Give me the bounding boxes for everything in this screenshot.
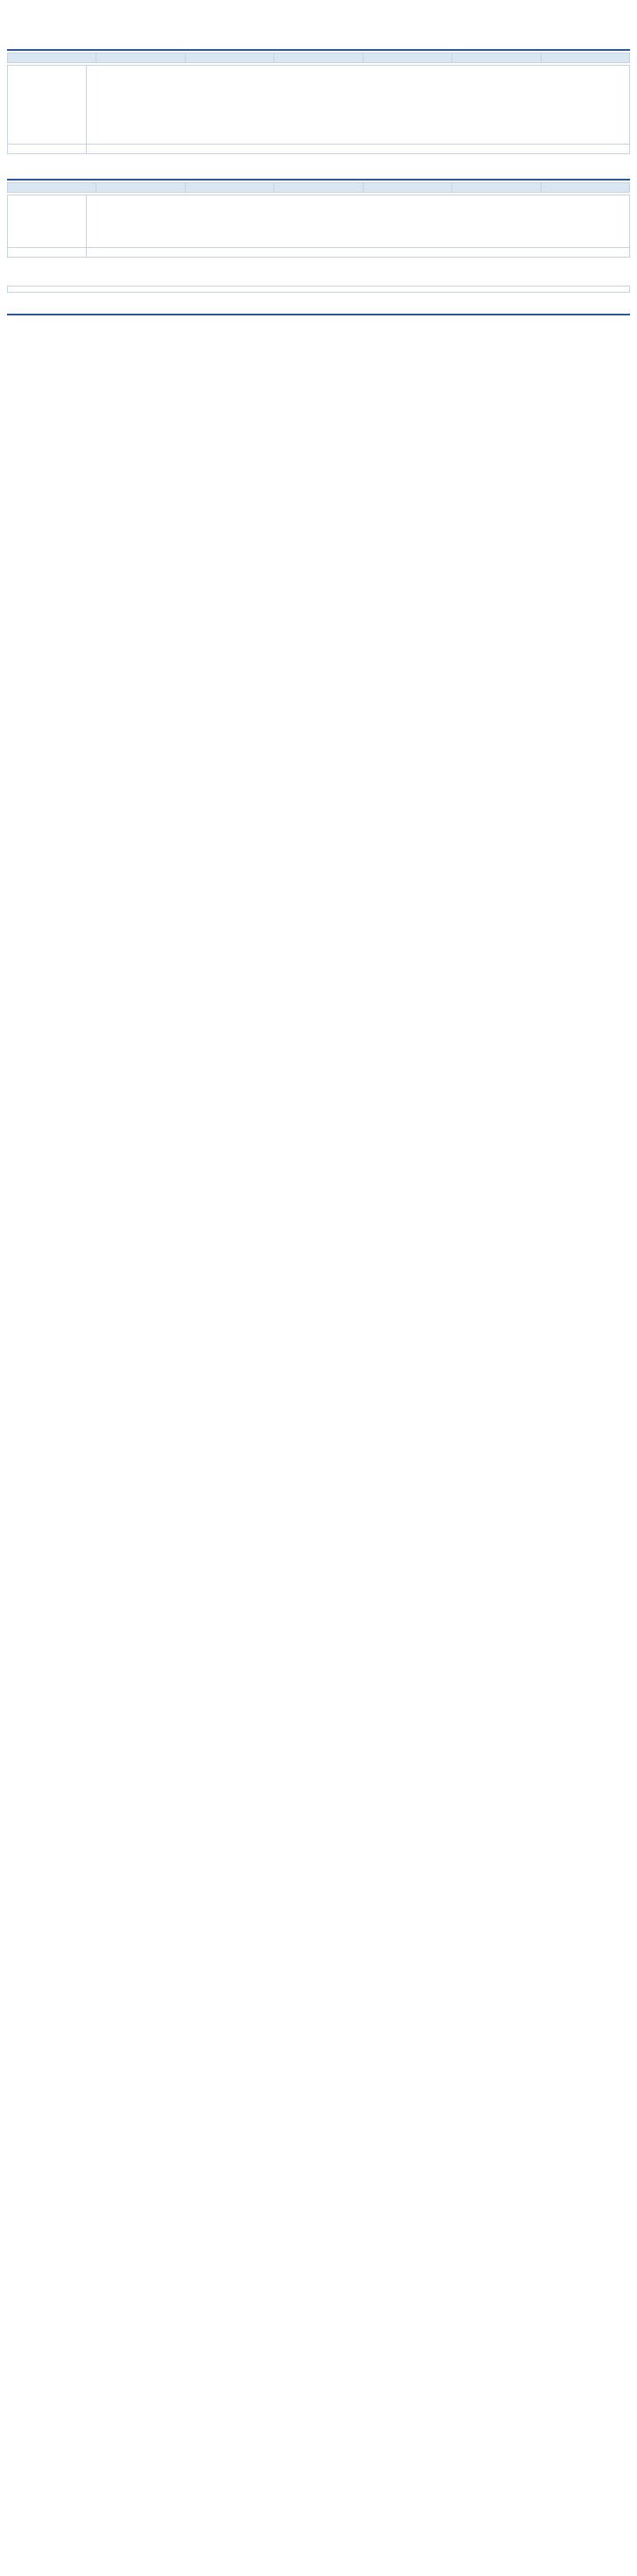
steel-header: [96, 53, 185, 63]
steel-header: [452, 53, 541, 63]
report-title: [7, 5, 630, 23]
steel-note-label: [8, 66, 87, 145]
steel-advice-text: [87, 145, 630, 154]
ore-header: [541, 183, 629, 193]
ore-note-text: [87, 195, 630, 248]
ore-note: [7, 195, 630, 258]
steel-section-heading: [7, 37, 630, 51]
steel-header: [363, 53, 451, 63]
ore-advice-text: [87, 248, 630, 258]
steel-header: [274, 53, 363, 63]
disclaimer-text: [7, 331, 630, 336]
port-note: [7, 286, 630, 293]
steel-note: [7, 65, 630, 154]
ore-header: [274, 183, 363, 193]
ore-header: [185, 183, 273, 193]
ore-section-heading: [7, 166, 630, 180]
port-table-1-banner: [7, 258, 630, 272]
steel-table: [7, 53, 630, 63]
ore-header: [452, 183, 541, 193]
update-time: [7, 23, 630, 33]
ore-header: [363, 183, 451, 193]
ore-note-label: [8, 195, 87, 248]
news-heading: [7, 301, 630, 315]
steel-header: [541, 53, 629, 63]
steel-header: [8, 53, 96, 63]
ore-header: [96, 183, 185, 193]
ore-table: [7, 182, 630, 193]
steel-header: [185, 53, 273, 63]
port-table-2-banner: [7, 272, 630, 286]
steel-note-text: [87, 66, 630, 145]
ore-header: [8, 183, 96, 193]
ore-advice-label: [8, 248, 87, 258]
steel-advice-label: [8, 145, 87, 154]
